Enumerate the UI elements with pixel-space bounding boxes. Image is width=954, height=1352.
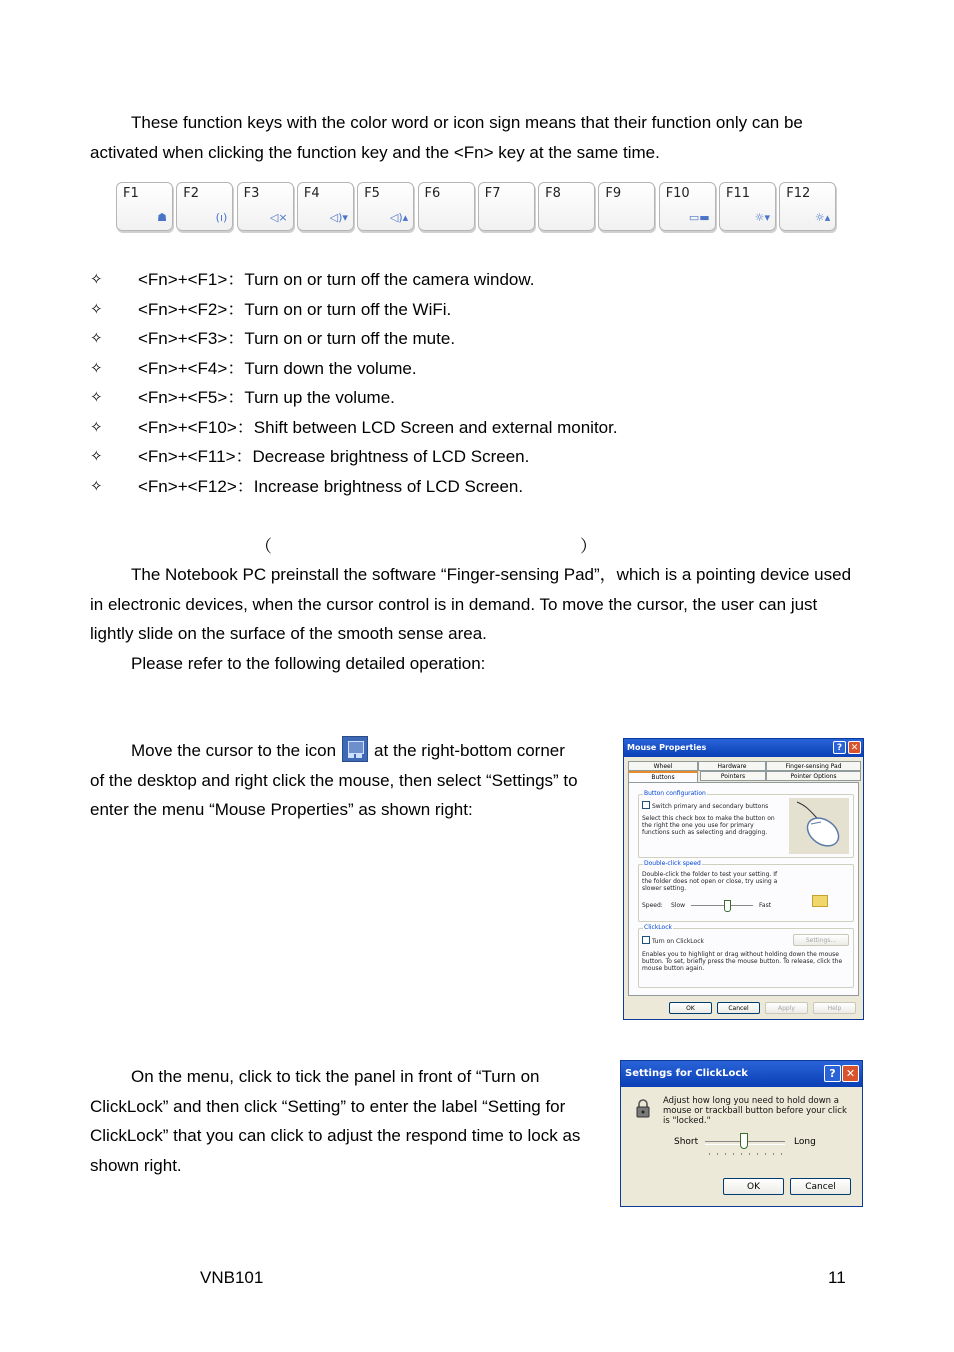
ok-button[interactable]: OK: [669, 1002, 712, 1014]
key-label: F7: [484, 186, 501, 201]
camera-icon: ☗: [157, 211, 167, 224]
list-item-text: <Fn>+<F11>：Decrease brightness of LCD Screen.: [138, 447, 530, 466]
touchpad-tray-icon: [342, 736, 368, 762]
key-f1: [116, 182, 173, 231]
tab-buttons[interactable]: Buttons: [628, 771, 698, 783]
bullet-star-icon: ✧: [90, 477, 103, 495]
bullet-star-icon: ✧: [90, 359, 103, 377]
key-label: F1: [123, 186, 139, 201]
mouse-properties-dialog: [623, 738, 864, 1020]
group-title: ClickLock: [644, 924, 672, 931]
checkbox-icon[interactable]: [642, 936, 650, 944]
cancel-button[interactable]: Cancel: [790, 1178, 851, 1195]
key-f12: [779, 182, 836, 231]
brightness-up-icon: ☼▴: [814, 211, 831, 224]
checkbox-label: Turn on ClickLock: [652, 938, 704, 945]
clicklock-settings-dialog: [620, 1060, 863, 1207]
key-label: F3: [243, 186, 260, 201]
key-label: F12: [786, 186, 811, 201]
key-f7: [478, 182, 535, 231]
dialog-title-bar: [621, 1061, 862, 1087]
bullet-star-icon: ✧: [90, 389, 103, 406]
bullet-star-icon: ✧: [90, 448, 103, 465]
key-f2: [176, 182, 233, 231]
clicklock-settings-button[interactable]: Settings...: [793, 934, 849, 946]
help-icon[interactable]: ?: [824, 1065, 841, 1082]
folder-icon[interactable]: [789, 869, 849, 917]
bullet-star-icon: ✧: [90, 300, 103, 318]
key-f5: [357, 182, 414, 231]
mouse-properties-paragraph: [90, 736, 580, 825]
double-click-help: Double-click the folder to test your setting. If the folder does not open or close, try using a slower setting.: [642, 871, 778, 892]
mouse-icon: [789, 798, 849, 854]
tab-wheel[interactable]: Wheel: [628, 761, 698, 771]
apply-button[interactable]: Apply: [765, 1002, 808, 1014]
list-item-text: <Fn>+<F10>：Shift between LCD Screen and external monitor.: [138, 417, 618, 437]
wifi-icon: (ı): [215, 211, 228, 224]
key-label: F11: [726, 186, 751, 201]
help-button[interactable]: Help: [813, 1002, 856, 1014]
clicklock-paragraph: On the menu, click to tick the panel in front of “Turn on ClickLock” and then click “Setting” to enter the label “Setting for ClickLock” that you can click to adjust the respond time to lock as shown right.: [90, 1067, 581, 1175]
para-text-a: Move the cursor to the icon: [131, 741, 337, 760]
intro-paragraph: These function keys with the color word or icon sign means that their function only can be activated when clicking the function key and the <Fn> key at the same time.: [90, 113, 803, 162]
close-icon[interactable]: ✕: [848, 741, 861, 754]
speed-label: Speed:: [642, 902, 663, 909]
tab-pointers[interactable]: Pointers: [700, 771, 766, 781]
mute-icon: ◁×: [269, 211, 288, 224]
dialog-title: Mouse Properties: [627, 743, 707, 752]
key-label: F9: [605, 186, 622, 201]
help-icon[interactable]: ?: [833, 741, 846, 754]
tab-finger-sensing-pad[interactable]: Finger-sensing Pad: [766, 761, 861, 771]
speed-slider-thumb[interactable]: [724, 900, 731, 912]
bullet-star-icon: ✧: [90, 330, 103, 347]
key-label: F2: [183, 186, 200, 201]
speed-slider[interactable]: [691, 905, 753, 906]
operation-intro: Please refer to the following detailed operation:: [131, 654, 486, 673]
open-parenthesis: （: [255, 537, 272, 556]
function-key-row: [116, 182, 838, 234]
close-icon[interactable]: ✕: [842, 1065, 859, 1082]
finger-pad-paragraph: The Notebook PC preinstall the software “Finger-sensing Pad”，which is a pointing device used in electronic devices, when the cursor control is in demand. To move the cursor, the user can just lightly slide on the surface of the smooth sense area.: [90, 565, 852, 643]
cancel-button[interactable]: Cancel: [717, 1002, 760, 1014]
long-label: Long: [794, 1137, 816, 1147]
key-f3: [237, 182, 294, 231]
group-title: Button configuration: [644, 790, 706, 797]
key-label: F5: [364, 186, 380, 201]
checkbox-icon[interactable]: [642, 801, 650, 809]
para-text-b: at the right-bottom corner of the desktop and right click the mouse, then select “Settings” to enter the menu “Mouse Properties” as shown right:: [90, 741, 578, 819]
dialog-title: Settings for ClickLock: [625, 1068, 748, 1079]
clicklock-group: [638, 924, 854, 988]
double-click-speed-group: [638, 860, 854, 922]
slow-label: Slow: [671, 902, 686, 909]
volume-up-icon: ◁)▴: [389, 211, 409, 224]
bullet-star-icon: ✧: [90, 271, 103, 288]
key-f6: [418, 182, 475, 231]
dialog-title-bar: [624, 739, 863, 757]
group-title: Double-click speed: [644, 860, 701, 867]
turn-on-clicklock-checkbox[interactable]: [642, 936, 704, 945]
clicklock-help: Enables you to highlight or drag without holding down the mouse button. To set, briefly press the mouse button. To release, click the mouse button again.: [642, 951, 843, 972]
footer-page-number: 11: [828, 1268, 846, 1287]
short-label: Short: [674, 1137, 699, 1147]
key-label: F8: [545, 186, 561, 201]
close-parenthesis: ）: [580, 537, 597, 556]
volume-down-icon: ◁)▾: [329, 211, 348, 224]
button-config-help: Select this check box to make the button on the right the one you use for primary functions such as selecting and dragging.: [642, 815, 775, 836]
tab-hardware[interactable]: Hardware: [698, 761, 766, 771]
hold-time-slider-thumb[interactable]: [740, 1133, 748, 1149]
tab-pointer-options[interactable]: Pointer Options: [766, 771, 861, 781]
key-label: F4: [303, 186, 320, 201]
lock-icon: [636, 1098, 650, 1118]
clicklock-description: Adjust how long you need to hold down a mouse or trackball button before your click is "locked.": [663, 1096, 847, 1126]
switch-buttons-checkbox[interactable]: [642, 801, 782, 810]
buttons-panel: [628, 782, 859, 996]
slider-ticks: [709, 1153, 785, 1155]
key-label: F10: [665, 186, 690, 201]
list-item-text: <Fn>+<F1>：Turn on or turn off the camera window.: [138, 270, 535, 289]
button-configuration-group: [638, 790, 854, 858]
checkbox-label: Switch primary and secondary buttons: [652, 803, 769, 810]
key-label: F6: [424, 186, 441, 201]
fast-label: Fast: [759, 902, 772, 909]
key-f11: [719, 182, 776, 231]
display-switch-icon: ▭▬: [688, 211, 710, 224]
ok-button[interactable]: OK: [723, 1178, 784, 1195]
list-item-text: <Fn>+<F2>：Turn on or turn off the WiFi.: [138, 299, 452, 319]
bullet-star-icon: ✧: [90, 418, 103, 436]
key-f10: [659, 182, 716, 231]
brightness-down-icon: ☼▾: [754, 211, 770, 224]
list-item-text: <Fn>+<F12>：Increase brightness of LCD Screen.: [138, 476, 524, 496]
list-item-text: <Fn>+<F3>：Turn on or turn off the mute.: [138, 329, 456, 348]
list-item-text: <Fn>+<F5>：Turn up the volume.: [138, 388, 395, 407]
key-f9: [598, 182, 655, 231]
key-f4: [297, 182, 354, 231]
footer-model: VNB101: [200, 1268, 264, 1287]
key-f8: [538, 182, 595, 231]
list-item-text: <Fn>+<F4>：Turn down the volume.: [138, 358, 417, 378]
